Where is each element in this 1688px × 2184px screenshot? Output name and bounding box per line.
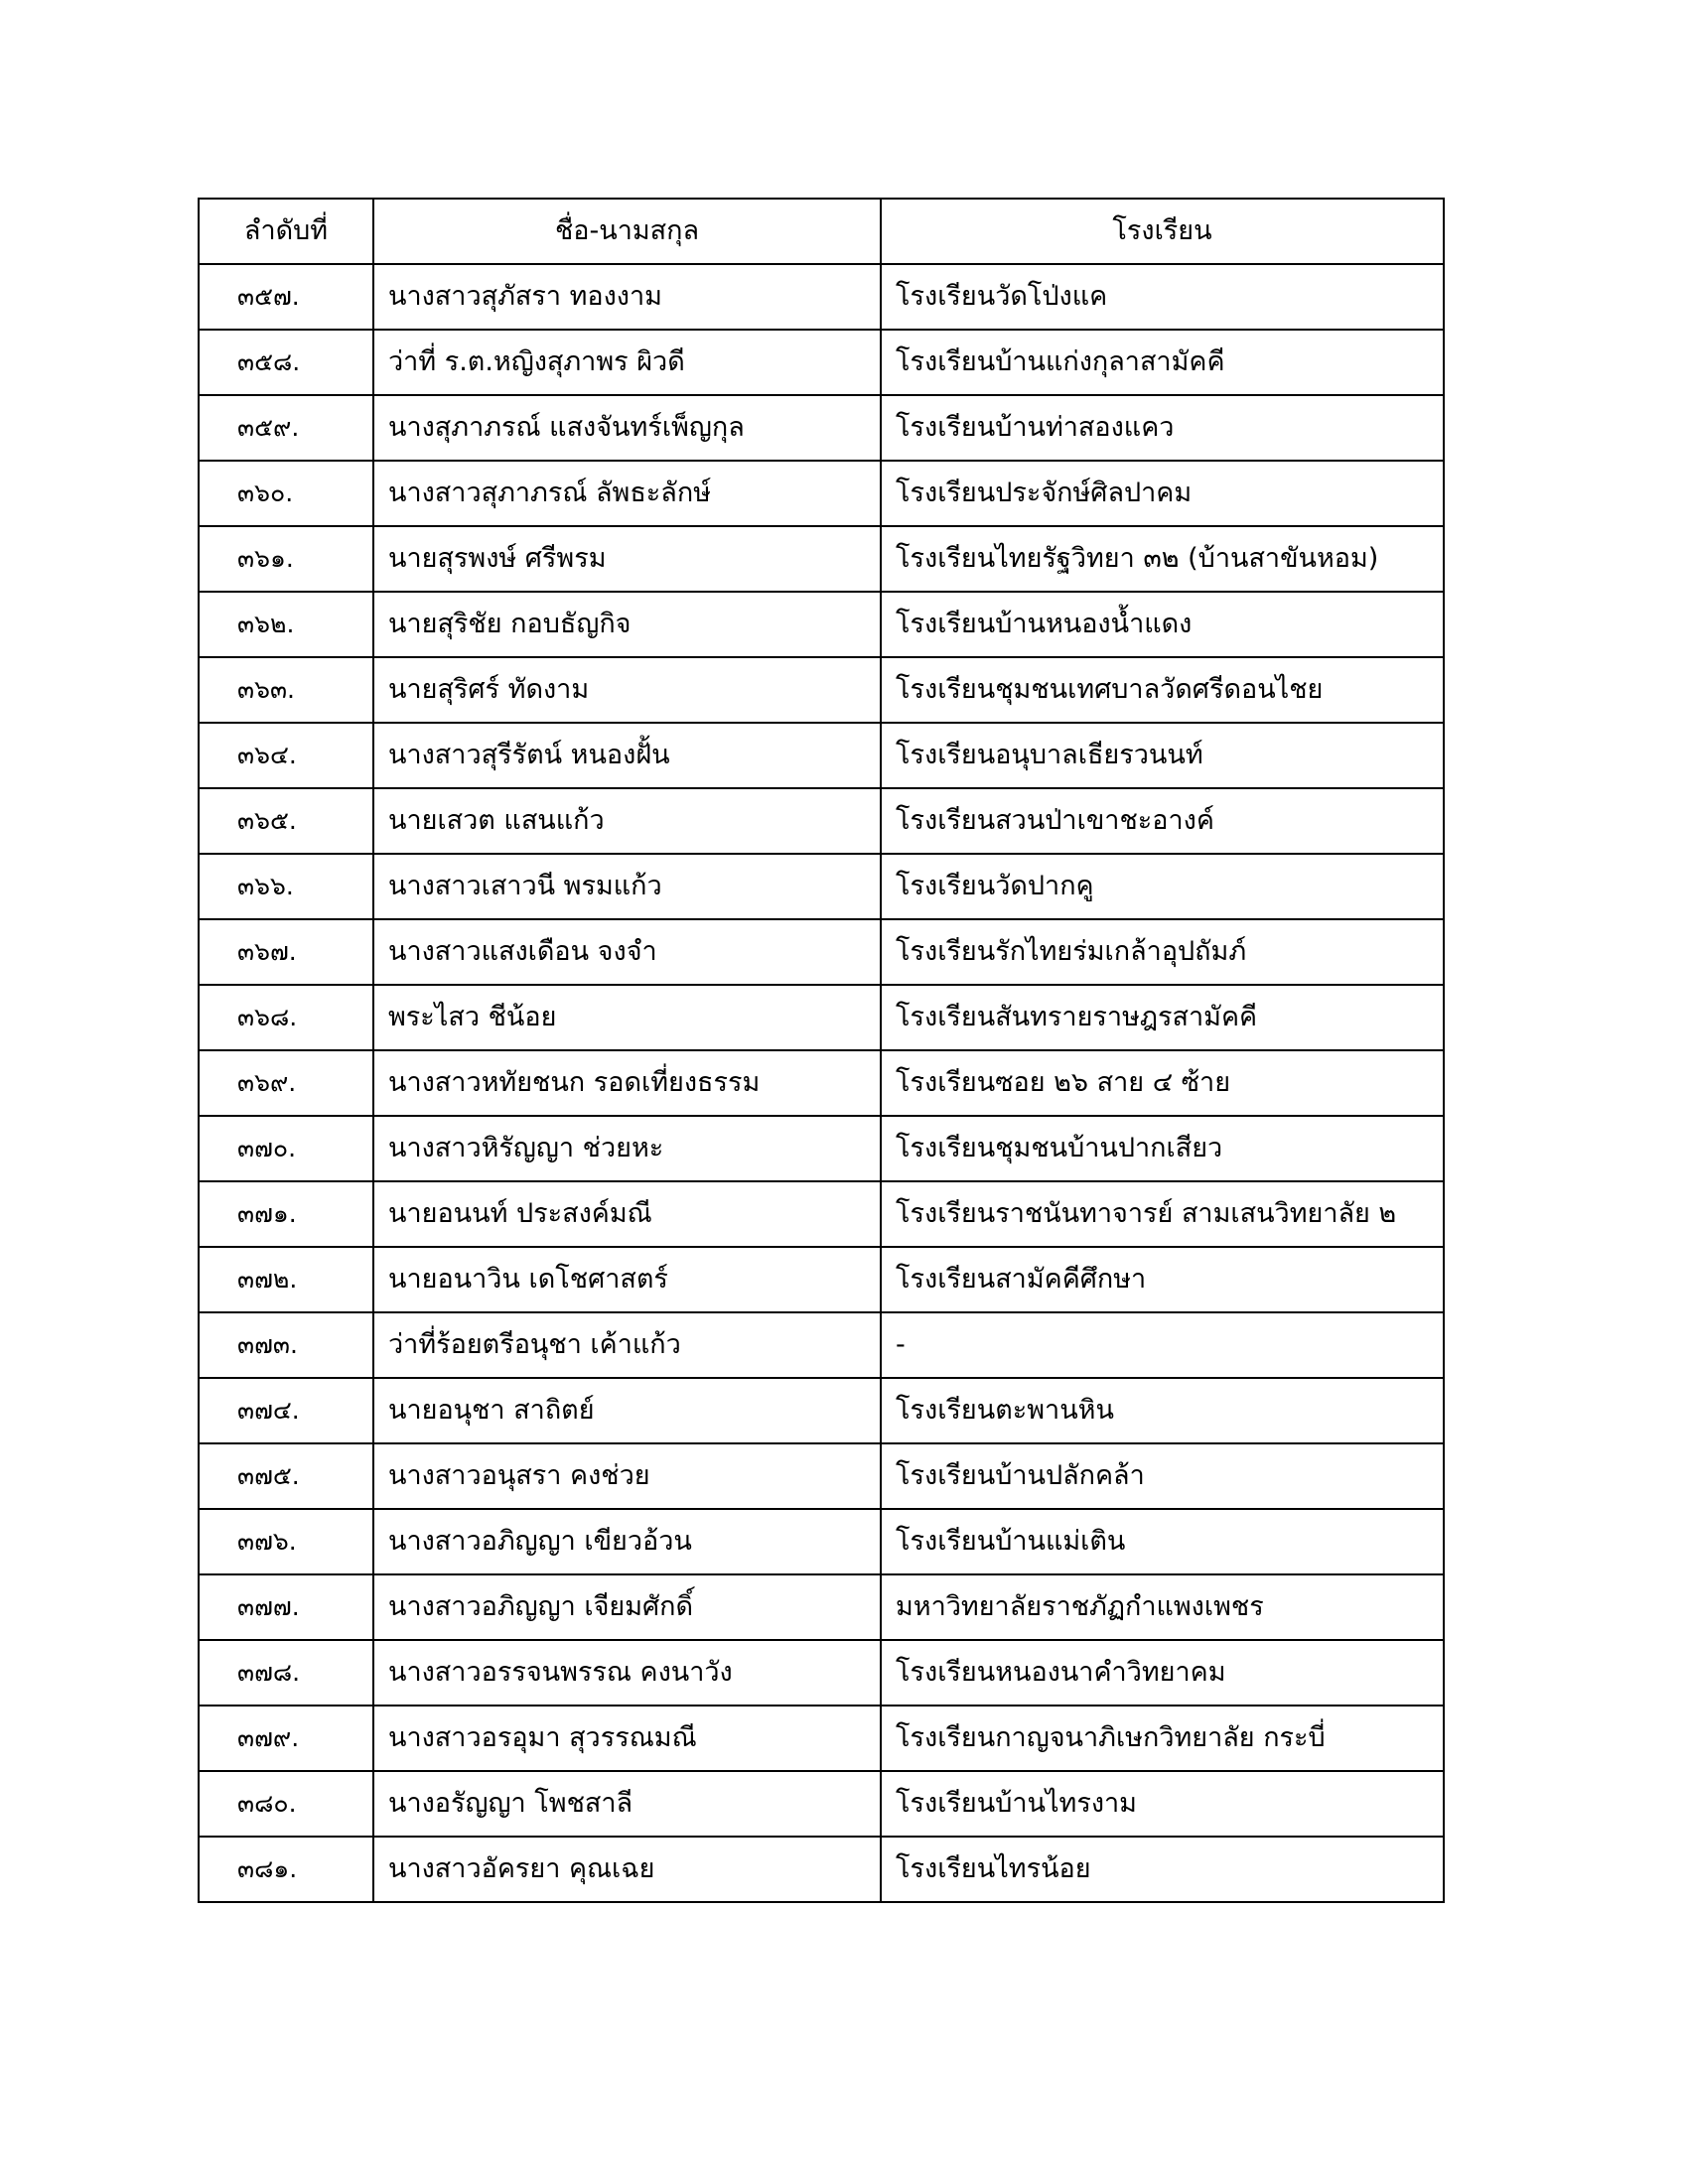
row-number: ๓๗๗. bbox=[199, 1574, 373, 1640]
row-name: พระไสว ชีน้อย bbox=[373, 985, 881, 1050]
row-number: ๓๕๗. bbox=[199, 264, 373, 330]
row-number: ๓๖๐. bbox=[199, 461, 373, 526]
row-name: นางสาวอภิญญา เขียวอ้วน bbox=[373, 1509, 881, 1574]
row-school: โรงเรียนสวนป่าเขาชะอางค์ bbox=[881, 788, 1444, 854]
row-school: มหาวิทยาลัยราชภัฏกำแพงเพชร bbox=[881, 1574, 1444, 1640]
row-name: นายเสวต แสนแก้ว bbox=[373, 788, 881, 854]
row-number: ๓๗๓. bbox=[199, 1312, 373, 1378]
row-number: ๓๗๐. bbox=[199, 1116, 373, 1181]
table-row bbox=[199, 1116, 1444, 1181]
table-row bbox=[199, 1640, 1444, 1706]
row-school: โรงเรียนรักไทยร่มเกล้าอุปถัมภ์ bbox=[881, 919, 1444, 985]
row-school: โรงเรียนสันทรายราษฎรสามัคคี bbox=[881, 985, 1444, 1050]
row-name: นางสุภาภรณ์ แสงจันทร์เพ็ญกุล bbox=[373, 395, 881, 461]
row-school: โรงเรียนอนุบาลเธียรวนนท์ bbox=[881, 723, 1444, 788]
row-number: ๓๖๑. bbox=[199, 526, 373, 592]
row-school: โรงเรียนบ้านแก่งกุลาสามัคคี bbox=[881, 330, 1444, 395]
row-name: นางสาวอัครยา คุณเฉย bbox=[373, 1837, 881, 1902]
table-row bbox=[199, 526, 1444, 592]
row-school: โรงเรียนชุมชนบ้านปากเสียว bbox=[881, 1116, 1444, 1181]
table-row bbox=[199, 854, 1444, 919]
row-name: นางสาวสุภาภรณ์ ลัพธะลักษ์ bbox=[373, 461, 881, 526]
row-school: โรงเรียนตะพานหิน bbox=[881, 1378, 1444, 1443]
row-name: นางสาวหทัยชนก รอดเที่ยงธรรม bbox=[373, 1050, 881, 1116]
row-school: โรงเรียนหนองนาคำวิทยาคม bbox=[881, 1640, 1444, 1706]
row-number: ๓๖๖. bbox=[199, 854, 373, 919]
row-name: นางสาวอรอุมา สุวรรณมณี bbox=[373, 1706, 881, 1771]
row-name: นายสุริศร์ ทัดงาม bbox=[373, 657, 881, 723]
row-school: โรงเรียนบ้านท่าสองแคว bbox=[881, 395, 1444, 461]
table-header-row bbox=[199, 199, 1444, 264]
header-name: ชื่อ-นามสกุล bbox=[373, 199, 881, 264]
row-school: โรงเรียนสามัคคีศึกษา bbox=[881, 1247, 1444, 1312]
table-row bbox=[199, 788, 1444, 854]
table-row bbox=[199, 1443, 1444, 1509]
table-row bbox=[199, 1771, 1444, 1837]
row-school: โรงเรียนกาญจนาภิเษกวิทยาลัย กระบี่ bbox=[881, 1706, 1444, 1771]
row-school: โรงเรียนชุมชนเทศบาลวัดศรีดอนไชย bbox=[881, 657, 1444, 723]
row-number: ๓๗๘. bbox=[199, 1640, 373, 1706]
table-row bbox=[199, 592, 1444, 657]
row-name: นายอนาวิน เดโชศาสตร์ bbox=[373, 1247, 881, 1312]
row-name: ว่าที่ ร.ต.หญิงสุภาพร ผิวดี bbox=[373, 330, 881, 395]
row-number: ๓๖๒. bbox=[199, 592, 373, 657]
row-school: โรงเรียนประจักษ์ศิลปาคม bbox=[881, 461, 1444, 526]
table-row bbox=[199, 461, 1444, 526]
table-row bbox=[199, 1050, 1444, 1116]
row-number: ๓๖๗. bbox=[199, 919, 373, 985]
table-row bbox=[199, 264, 1444, 330]
row-number: ๓๗๑. bbox=[199, 1181, 373, 1247]
row-name: นางสาวอภิญญา เจียมศักดิ์ bbox=[373, 1574, 881, 1640]
row-number: ๓๕๙. bbox=[199, 395, 373, 461]
row-number: ๓๖๕. bbox=[199, 788, 373, 854]
row-name: นางอรัญญา โพชสาลี bbox=[373, 1771, 881, 1837]
table-row bbox=[199, 1378, 1444, 1443]
row-name: นางสาวสุภัสรา ทองงาม bbox=[373, 264, 881, 330]
row-number: ๓๘๐. bbox=[199, 1771, 373, 1837]
row-number: ๓๖๔. bbox=[199, 723, 373, 788]
row-name: นายอนุชา สาถิตย์ bbox=[373, 1378, 881, 1443]
table-row bbox=[199, 657, 1444, 723]
row-number: ๓๗๖. bbox=[199, 1509, 373, 1574]
row-school: โรงเรียนบ้านไทรงาม bbox=[881, 1771, 1444, 1837]
row-number: ๓๗๒. bbox=[199, 1247, 373, 1312]
row-number: ๓๗๕. bbox=[199, 1443, 373, 1509]
row-name: นายสุรพงษ์ ศรีพรม bbox=[373, 526, 881, 592]
row-number: ๓๘๑. bbox=[199, 1837, 373, 1902]
row-number: ๓๗๔. bbox=[199, 1378, 373, 1443]
table-row bbox=[199, 330, 1444, 395]
row-number: ๓๖๙. bbox=[199, 1050, 373, 1116]
row-name: ว่าที่ร้อยตรีอนุชา เค้าแก้ว bbox=[373, 1312, 881, 1378]
row-number: ๓๗๙. bbox=[199, 1706, 373, 1771]
table-row bbox=[199, 1837, 1444, 1902]
table-row bbox=[199, 395, 1444, 461]
row-name: นางสาวสุรีรัตน์ หนองฝั้น bbox=[373, 723, 881, 788]
row-name: นางสาวแสงเดือน จงจำ bbox=[373, 919, 881, 985]
table-row bbox=[199, 985, 1444, 1050]
row-number: ๓๕๘. bbox=[199, 330, 373, 395]
table-row bbox=[199, 1574, 1444, 1640]
row-name: นางสาวอรรจนพรรณ คงนาวัง bbox=[373, 1640, 881, 1706]
row-school: โรงเรียนไทยรัฐวิทยา ๓๒ (บ้านสาขันหอม) bbox=[881, 526, 1444, 592]
table-row bbox=[199, 723, 1444, 788]
table-row bbox=[199, 919, 1444, 985]
table-row bbox=[199, 1312, 1444, 1378]
row-school: โรงเรียนวัดโป่งแค bbox=[881, 264, 1444, 330]
row-name: นางสาวเสาวนี พรมแก้ว bbox=[373, 854, 881, 919]
row-school: โรงเรียนวัดปากคู bbox=[881, 854, 1444, 919]
row-name: นายสุริชัย กอบธัญกิจ bbox=[373, 592, 881, 657]
row-school: โรงเรียนซอย ๒๖ สาย ๔ ซ้าย bbox=[881, 1050, 1444, 1116]
table-row bbox=[199, 1509, 1444, 1574]
row-school: โรงเรียนบ้านแม่เติน bbox=[881, 1509, 1444, 1574]
row-name: นางสาวหิรัญญา ช่วยหะ bbox=[373, 1116, 881, 1181]
header-number: ลำดับที่ bbox=[199, 199, 373, 264]
table-row bbox=[199, 1181, 1444, 1247]
header-school: โรงเรียน bbox=[881, 199, 1444, 264]
row-number: ๓๖๓. bbox=[199, 657, 373, 723]
row-name: นายอนนท์ ประสงค์มณี bbox=[373, 1181, 881, 1247]
row-school: โรงเรียนไทรน้อย bbox=[881, 1837, 1444, 1902]
roster-table bbox=[198, 198, 1445, 1903]
row-number: ๓๖๘. bbox=[199, 985, 373, 1050]
table-row bbox=[199, 1247, 1444, 1312]
row-school: โรงเรียนราชนันทาจารย์ สามเสนวิทยาลัย ๒ bbox=[881, 1181, 1444, 1247]
row-school: โรงเรียนบ้านหนองน้ำแดง bbox=[881, 592, 1444, 657]
row-school: - bbox=[881, 1312, 1444, 1378]
row-school: โรงเรียนบ้านปลักคล้า bbox=[881, 1443, 1444, 1509]
table-row bbox=[199, 1706, 1444, 1771]
row-name: นางสาวอนุสรา คงช่วย bbox=[373, 1443, 881, 1509]
